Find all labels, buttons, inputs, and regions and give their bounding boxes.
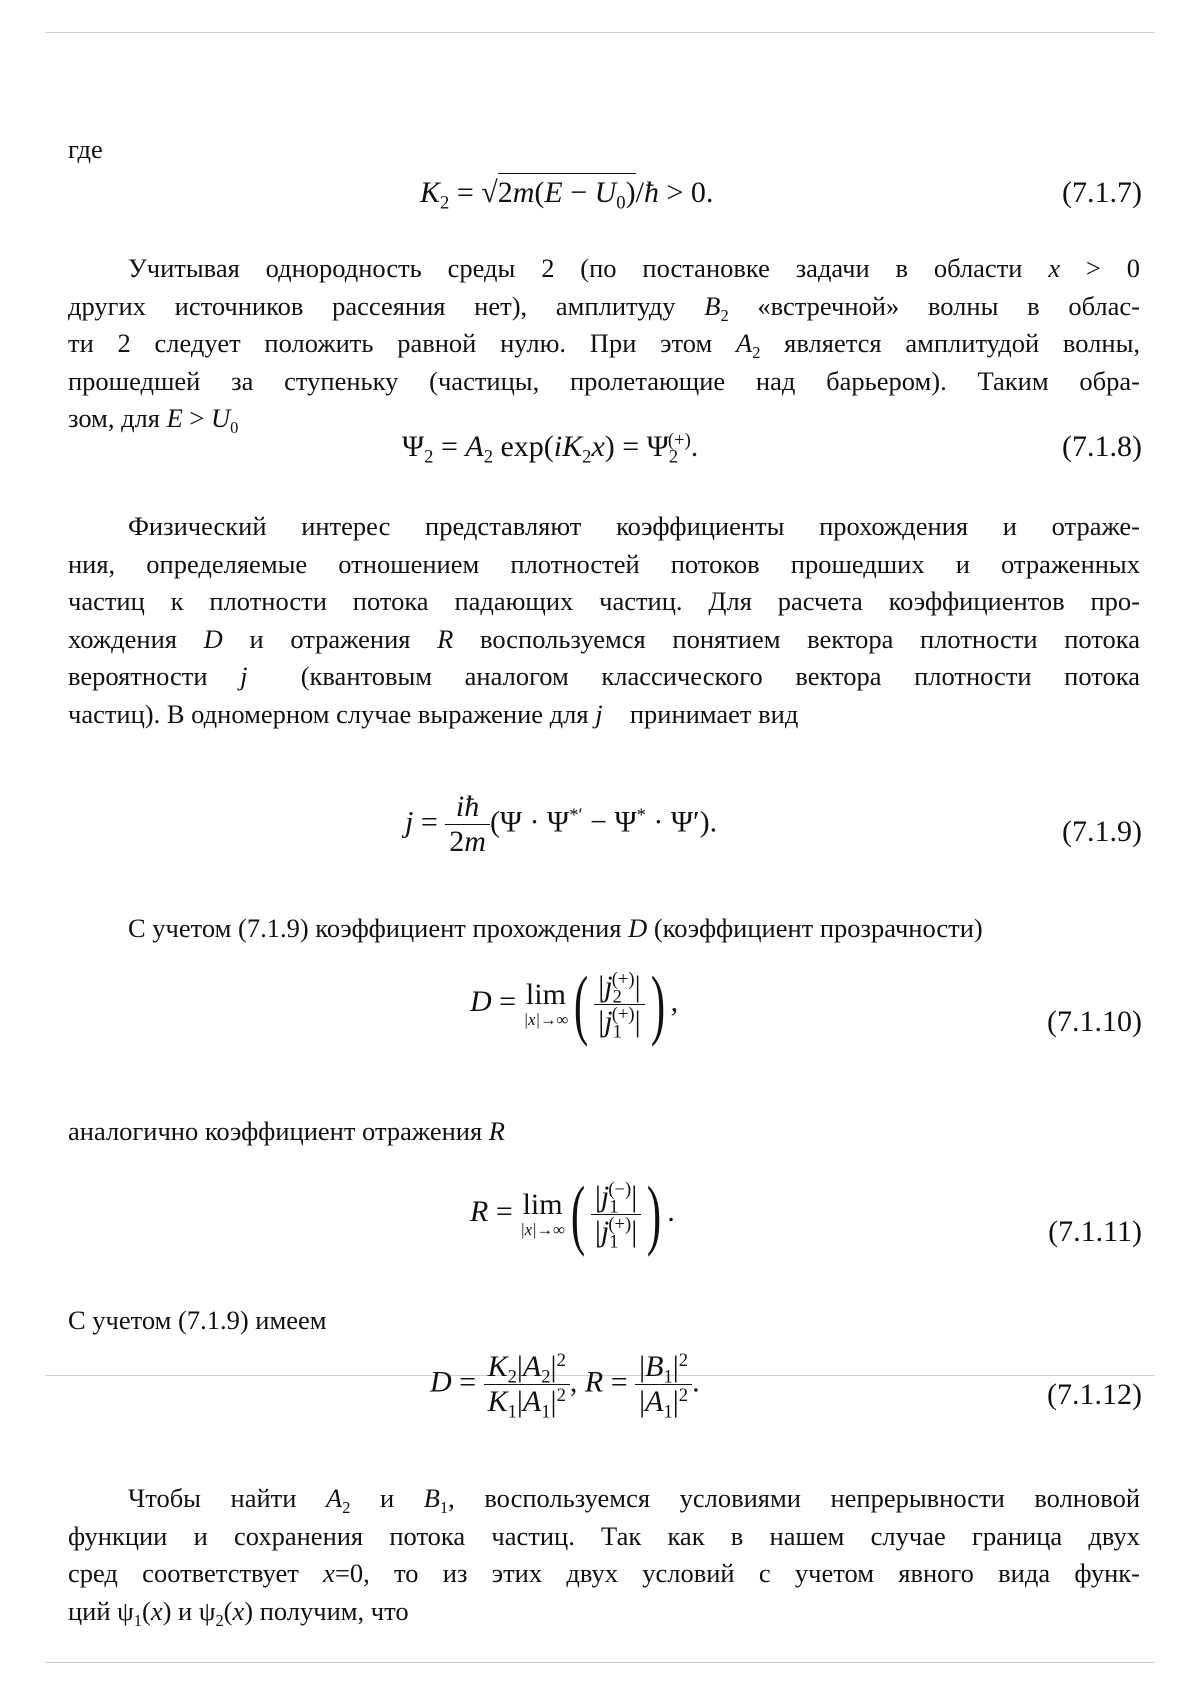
paragraph-homogeneity: Учитывая однородность среды 2 (по постановке задачи в области x > 0 других источников рассеяния нет), амплитуду $B_2$ «встречной» волны в облас- ти 2 следует положить равной нулю. При этом $A_2$ является амплитудой волны, прошедшей за ступеньку (частицы, пролетающие над барьером). Таким обра- зом, для $E > U_0$ (68, 253, 1140, 437)
equation-7-1-11: R = lim |x|→∞ ( $\frac{|j_1^{(-)}|}{|j_1^{(+)}|}$ ) . (470, 1170, 675, 1257)
paragraph-we-have: С учетом (7.1.9) имеем (68, 1305, 327, 1335)
equation-number-7-1-11: (7.1.11) (1048, 1215, 1142, 1248)
bottom-rule (45, 1662, 1155, 1663)
equation-number-7-1-8: (7.1.8) (1062, 430, 1142, 463)
equation-7-1-12: D = $\frac{K_2|A_2|^2}{K_1|A_1|^2}$ , R = $\frac{|B_1|^2}{|A_1|^2}$ . (430, 1349, 700, 1423)
paragraph-reflection-intro: аналогично коэффициент отражения R (68, 1116, 505, 1146)
equation-7-1-7: $K_2 = √2m(E$ − $U_0)/ħ > 0$. (420, 176, 713, 210)
paragraph-physical-interest: Физический интерес представляют коэффициенты прохождения и отраже- ния, определяемые отношением плотностей потоков прошедших и отраженных частиц к плотности потока падающих частиц. Для расчета коэффициентов про- хождения D и отражения R воспользуемся понятием вектора плотности потока вероятности j⃗ (квантовым аналогом классического вектора плотности потока частиц). В одномерном случае выражение для j⃗ принимает вид (68, 511, 1141, 729)
equation-7-1-10: D = lim |x|→∞ ( $\frac{|j_2^{(+)}|}{|j_1^{(+)}|}$ ) , (470, 960, 679, 1047)
equation-7-1-9: j = $\frac{iħ}{2m}$ (Ψ · Ψ*′ − Ψ* · Ψ′). (405, 790, 718, 858)
equation-7-1-8: $\Psi_2 = A_2$ $\exp(iK_2x) = \Psi_2^{(+)}$. (402, 429, 699, 468)
equation-number-7-1-9: (7.1.9) (1062, 815, 1142, 848)
paragraph-continuity: Чтобы найти $A_2$ и $B_1$, воспользуемся условиями непрерывности волновой функции и сохранения потока частиц. Так как в нашем случае граница двух сред соответствует x=0, то из этих двух условий с учетом явного вида функ- ций $\psi_1(x)$ и $\psi_2(x)$ получим, что (68, 1483, 1140, 1630)
word-gde: где (68, 134, 103, 164)
paragraph-transmission-intro: С учетом (7.1.9) коэффициент прохождения D (коэффициент прозрачности) (128, 913, 983, 943)
equation-number-7-1-7: (7.1.7) (1062, 176, 1142, 209)
equation-number-7-1-12: (7.1.12) (1047, 1378, 1142, 1411)
equation-number-7-1-10: (7.1.10) (1047, 1005, 1142, 1038)
top-rule (45, 32, 1155, 33)
